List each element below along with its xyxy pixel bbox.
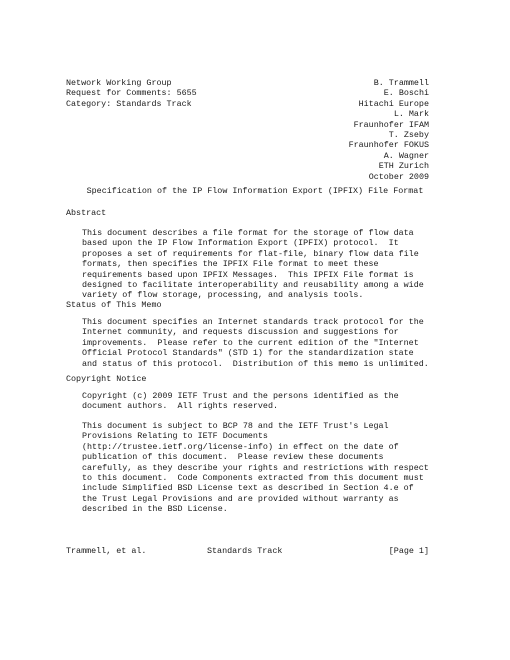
header-right-line: T. Zseby <box>388 130 429 140</box>
abstract-heading: Abstract <box>66 208 107 218</box>
copyright-line: carefully, as they describe your rights and restrictions with respect <box>82 462 429 473</box>
abstract-line: variety of flow storage, processing, and analysis tools. <box>82 290 364 301</box>
abstract-line: requirements based upon IPFIX Messages. This IPFIX File format is <box>82 269 414 280</box>
copyright-line: Copyright (c) 2009 IETF Trust and the persons identified as the <box>82 391 399 401</box>
abstract-line: proposes a set of requirements for flat-file, binary flow data file <box>82 248 419 259</box>
header-right-line: L. Mark <box>393 109 429 120</box>
header-right-line: A. Wagner <box>383 150 429 161</box>
footer-page-number: [Page 1] <box>388 546 429 556</box>
copyright-line: This document is subject to BCP 78 and the IETF Trust's Legal <box>82 421 389 431</box>
footer-category: Standards Track <box>207 546 283 556</box>
copyright-line: include Simplified BSD License text as described in Section 4.e of <box>82 483 414 494</box>
copyright-line: Provisions Relating to IETF Documents <box>82 431 268 442</box>
status-heading: Status of This Memo <box>66 300 162 310</box>
status-line: This document specifies an Internet standards track protocol for the <box>82 317 424 327</box>
header-right-line: Fraunhofer IFAM <box>353 119 429 130</box>
copyright-line: to this document. Code Components extracted from this document must <box>82 473 424 483</box>
status-line: Official Protocol Standards" (STD 1) for the standardization state <box>82 348 414 359</box>
status-line: Internet community, and requests discussion and suggestions for <box>82 327 399 338</box>
header-right-line: B. Trammell <box>373 78 429 88</box>
header-right-line: ETH Zurich <box>378 161 429 172</box>
abstract-line: designed to facilitate interoperability and reusability among a wide <box>82 280 424 290</box>
copyright-line: document authors. All rights reserved. <box>82 401 279 412</box>
copyright-line: publication of this document. Please review these documents <box>82 452 384 463</box>
header-left-line: Network Working Group <box>66 78 172 88</box>
header-left-line: Request for Comments: 5655 <box>66 88 197 99</box>
copyright-line: (http://trustee.ietf.org/license-info) in effect on the date of <box>82 441 399 452</box>
header-left-line: Category: Standards Track <box>66 98 192 109</box>
abstract-line: based upon the IP Flow Information Export (IPFIX) protocol. It <box>82 238 399 249</box>
status-line: improvements. Please refer to the current edition of the "Internet <box>82 337 419 348</box>
header-right-line: Fraunhofer FOKUS <box>348 140 429 151</box>
abstract-line: This document describes a file format for the storage of flow data <box>82 228 414 238</box>
header-right-line: October 2009 <box>368 171 429 182</box>
header-right-line: Hitachi Europe <box>358 98 429 109</box>
abstract-line: formats, then specifies the IPFIX File format to meet these <box>82 259 379 270</box>
header-right-line: E. Boschi <box>383 88 429 99</box>
document-title: Specification of the IP Flow Information Export (IPFIX) File Format <box>86 186 424 196</box>
copyright-line: described in the BSD License. <box>82 504 228 515</box>
copyright-line: the Trust Legal Provisions and are provided without warranty as <box>82 493 399 504</box>
footer-author: Trammell, et al. <box>66 546 147 556</box>
copyright-heading: Copyright Notice <box>66 374 147 384</box>
status-line: and status of this protocol. Distribution of this memo is unlimited. <box>82 358 429 369</box>
